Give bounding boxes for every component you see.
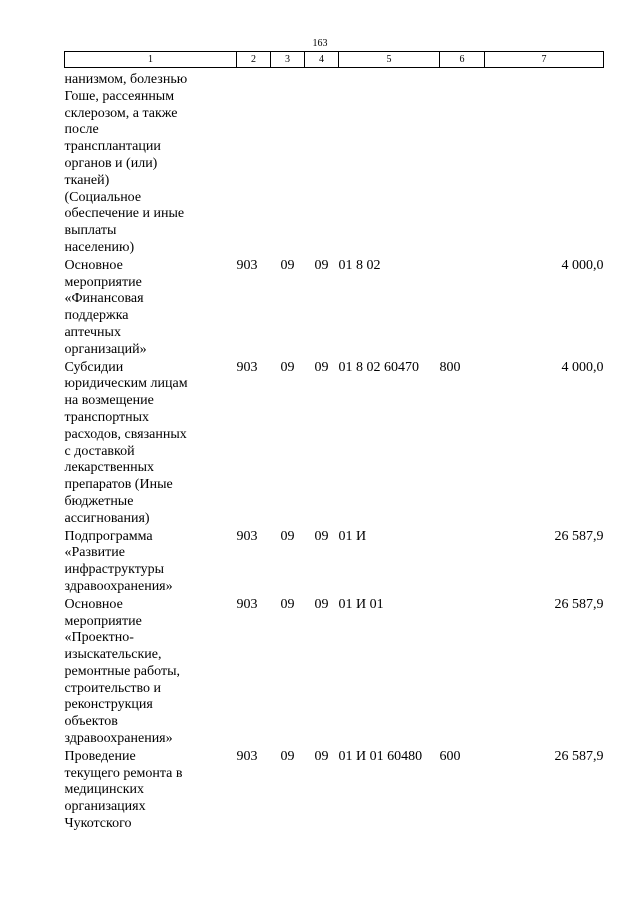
- row-sum: 4 000,0: [561, 257, 604, 273]
- row-sum: 26 587,9: [554, 596, 604, 612]
- column-header-7: 7: [485, 52, 604, 68]
- table-row: [65, 359, 604, 528]
- row-sum: 4 000,0: [561, 359, 604, 375]
- column-number-header: [65, 52, 604, 68]
- row-name-prefix: на: [64, 72, 79, 87]
- row-pr: 09: [314, 748, 329, 764]
- row-csr: [339, 68, 440, 257]
- row-pr: 09: [314, 257, 329, 273]
- row-vr: [440, 68, 485, 257]
- row-gr: 903: [236, 748, 258, 764]
- row-gr: 903: [236, 257, 258, 273]
- row-gr: 903: [236, 359, 258, 375]
- row-name: [65, 68, 237, 257]
- row-name: Проведение текущего ремонта в медицинских организациях Чукотского: [64, 748, 183, 832]
- row-pr: [305, 68, 339, 257]
- row-name-rest: низмом, болезнью Гоше, рассеянным склерозом, а также после трансплантации органов и (или) тканей) (Социальное обеспечение и иные выплаты населению): [64, 72, 188, 255]
- row-vr: [440, 596, 485, 748]
- column-header-1: 1: [65, 52, 237, 68]
- row-sum: 26 587,9: [554, 528, 604, 544]
- row-rz: 09: [280, 359, 295, 375]
- row-vr: [440, 257, 485, 359]
- row-csr: 01 8 02 60470: [338, 359, 419, 375]
- row-csr: 01 И 01: [338, 596, 384, 612]
- row-csr: 01 И 01 60480: [338, 748, 423, 764]
- row-name: Основное мероприятие «Финансовая поддержка аптечных организаций»: [64, 257, 147, 357]
- column-header-5: 5: [339, 52, 440, 68]
- row-csr: 01 И: [338, 528, 367, 544]
- row-pr: 09: [314, 596, 329, 612]
- table-row: [65, 596, 604, 748]
- row-rz: [271, 68, 305, 257]
- column-header-6: 6: [440, 52, 485, 68]
- row-vr: [440, 528, 485, 596]
- column-header-3: 3: [271, 52, 305, 68]
- row-sum: 26 587,9: [554, 748, 604, 764]
- row-csr: 01 8 02: [338, 257, 381, 273]
- row-gr: 903: [236, 596, 258, 612]
- row-name: Основное мероприятие «Проектно- изыскательские, ремонтные работы, строительство и реконструкция объектов здравоохранения»: [64, 596, 180, 747]
- row-rz: 09: [280, 748, 295, 764]
- row-gr: 903: [236, 528, 258, 544]
- column-header-2: 2: [237, 52, 271, 68]
- row-pr: 09: [314, 528, 329, 544]
- row-rz: 09: [280, 257, 295, 273]
- row-vr: 800: [439, 359, 461, 375]
- row-sum: [485, 68, 604, 257]
- row-rz: 09: [280, 596, 295, 612]
- row-gr: [237, 68, 271, 257]
- table-row: [65, 748, 604, 833]
- row-vr: 600: [439, 748, 461, 764]
- table-row: [65, 528, 604, 596]
- row-pr: 09: [314, 359, 329, 375]
- page-number: 163: [312, 38, 328, 49]
- table-row: [65, 68, 604, 257]
- row-name: Подпрограмма «Развитие инфраструктуры здравоохранения»: [64, 528, 173, 594]
- row-name: Субсидии юридическим лицам на возмещение транспортных расходов, связанных с доставкой лекарственных препаратов (Иные бюджетные ассигнования): [64, 359, 188, 526]
- column-header-4: 4: [305, 52, 339, 68]
- table-row: [65, 257, 604, 359]
- budget-table: [64, 51, 604, 833]
- row-rz: 09: [280, 528, 295, 544]
